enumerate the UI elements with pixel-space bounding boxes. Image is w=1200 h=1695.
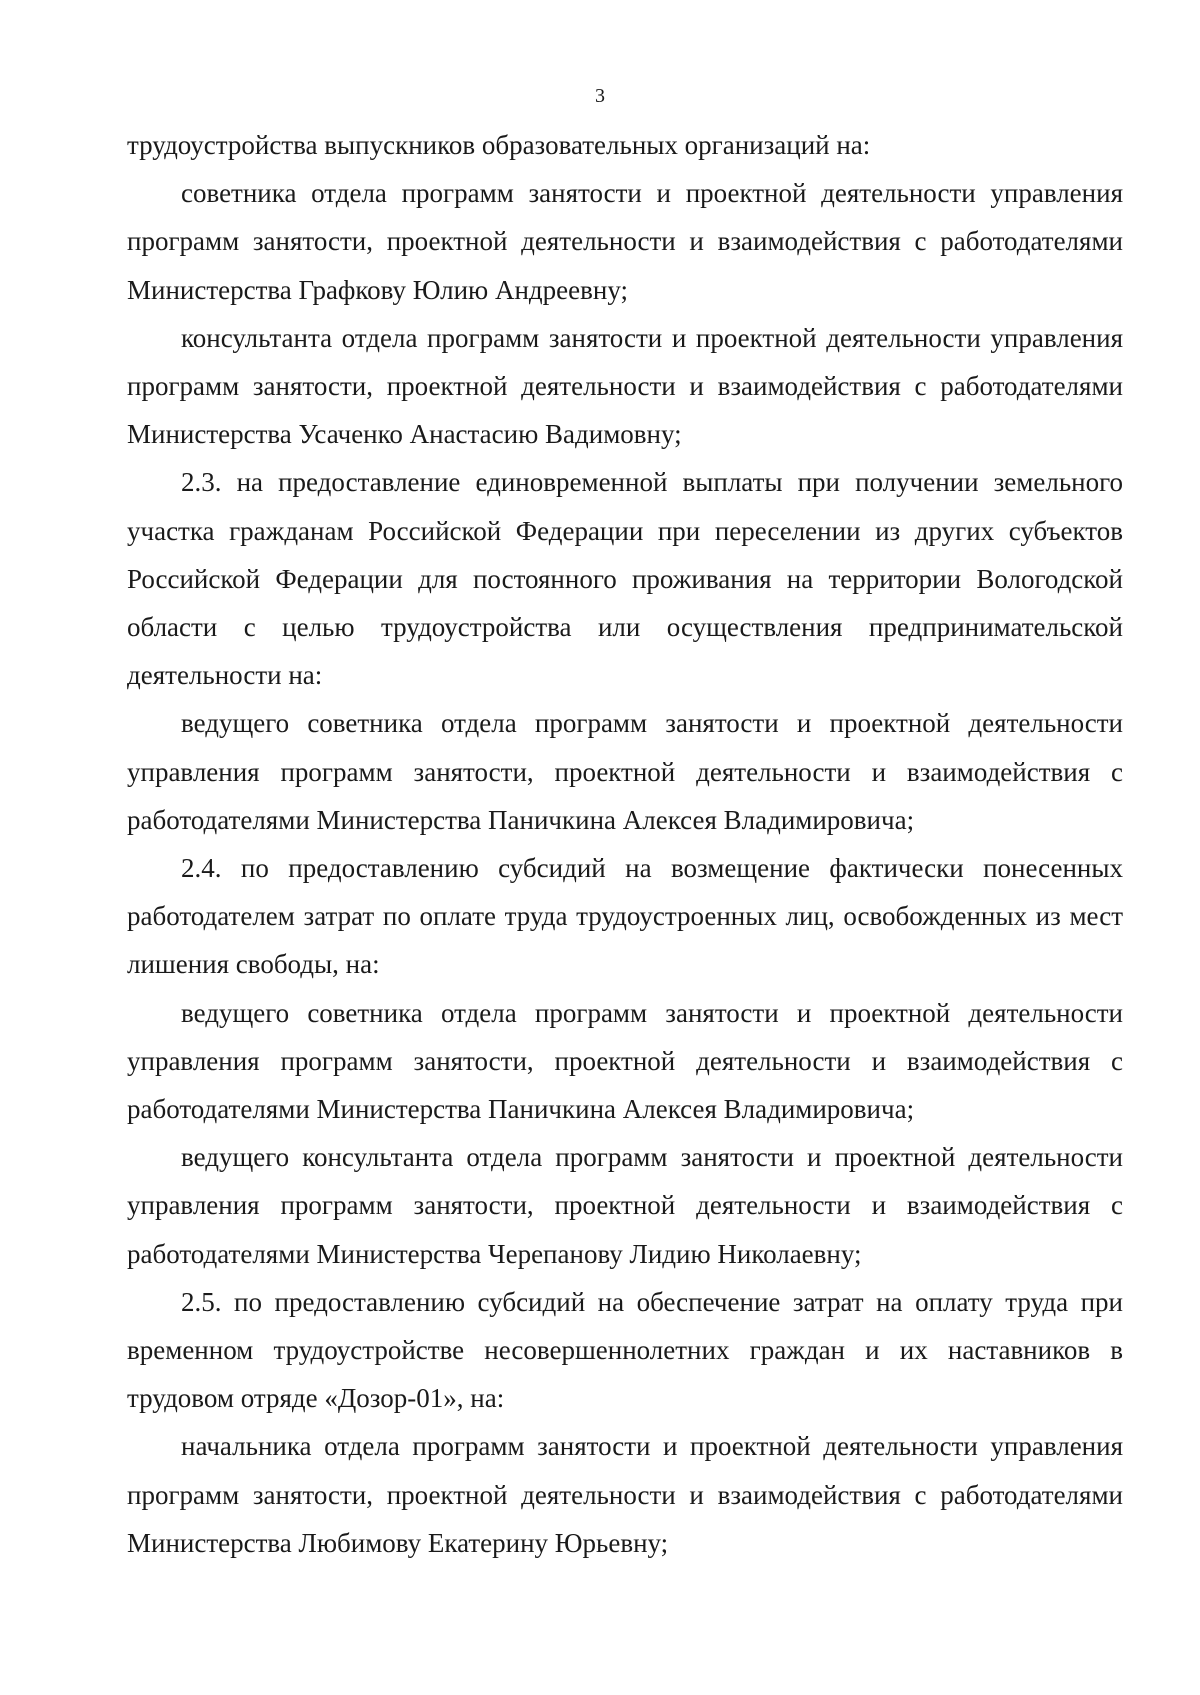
paragraph-item-2-3: 2.3. на предоставление единовременной выплаты при получении земельного участка гражданам Российской Федерации при переселении из других субъектов Российской Федерации для постоянного проживания на территории Вологодской области с целью трудоустройства или осуществления предпринимательской деятельности на: xyxy=(127,467,1123,691)
paragraph-continuation: трудоустройства выпускников образовательных организаций на: xyxy=(127,130,871,160)
paragraph-lead-advisor-panichkin: ведущего советника отдела программ занятости и проектной деятельности управления программ занятости, проектной деятельности и взаимодействия с работодателями Министерства Паничкина Алексея Владимировича; xyxy=(127,708,1123,835)
paragraph-item-2-4: 2.4. по предоставлению субсидий на возмещение фактически понесенных работодателем затрат по оплате труда трудоустроенных лиц, освобожденных из мест лишения свободы, на: xyxy=(127,853,1123,980)
document-body xyxy=(127,121,1123,1567)
paragraph-lead-advisor-panichkin-2: ведущего советника отдела программ занятости и проектной деятельности управления программ занятости, проектной деятельности и взаимодействия с работодателями Министерства Паничкина Алексея Владимировича; xyxy=(127,997,1123,1125)
paragraph-lead-consultant-cherepanova: ведущего консультанта отдела программ занятости и проектной деятельности управления программ занятости, проектной деятельности и взаимодействия с работодателями Министерства Черепанову Лидию Николаевну; xyxy=(127,1142,1123,1269)
paragraph-item-2-5: 2.5. по предоставлению субсидий на обеспечение затрат на оплату труда при временном трудоустройстве несовершеннолетних граждан и их наставников в трудовом отряде «Дозор-01», на: xyxy=(127,1286,1123,1414)
paragraph-consultant-usachenko: консультанта отдела программ занятости и проектной деятельности управления программ занятости, проектной деятельности и взаимодействия с работодателями Министерства Усаченко Анастасию Вадимовну; xyxy=(127,322,1123,450)
paragraph-advisor-grafkova: советника отдела программ занятости и проектной деятельности управления программ занятости, проектной деятельности и взаимодействия с работодателями Министерства Графкову Юлию Андреевну; xyxy=(127,178,1123,305)
page-number: 3 xyxy=(595,85,605,107)
paragraph-head-lyubimova: начальника отдела программ занятости и проектной деятельности управления программ занятости, проектной деятельности и взаимодействия с работодателями Министерства Любимову Екатерину Юрьевну; xyxy=(127,1431,1123,1558)
